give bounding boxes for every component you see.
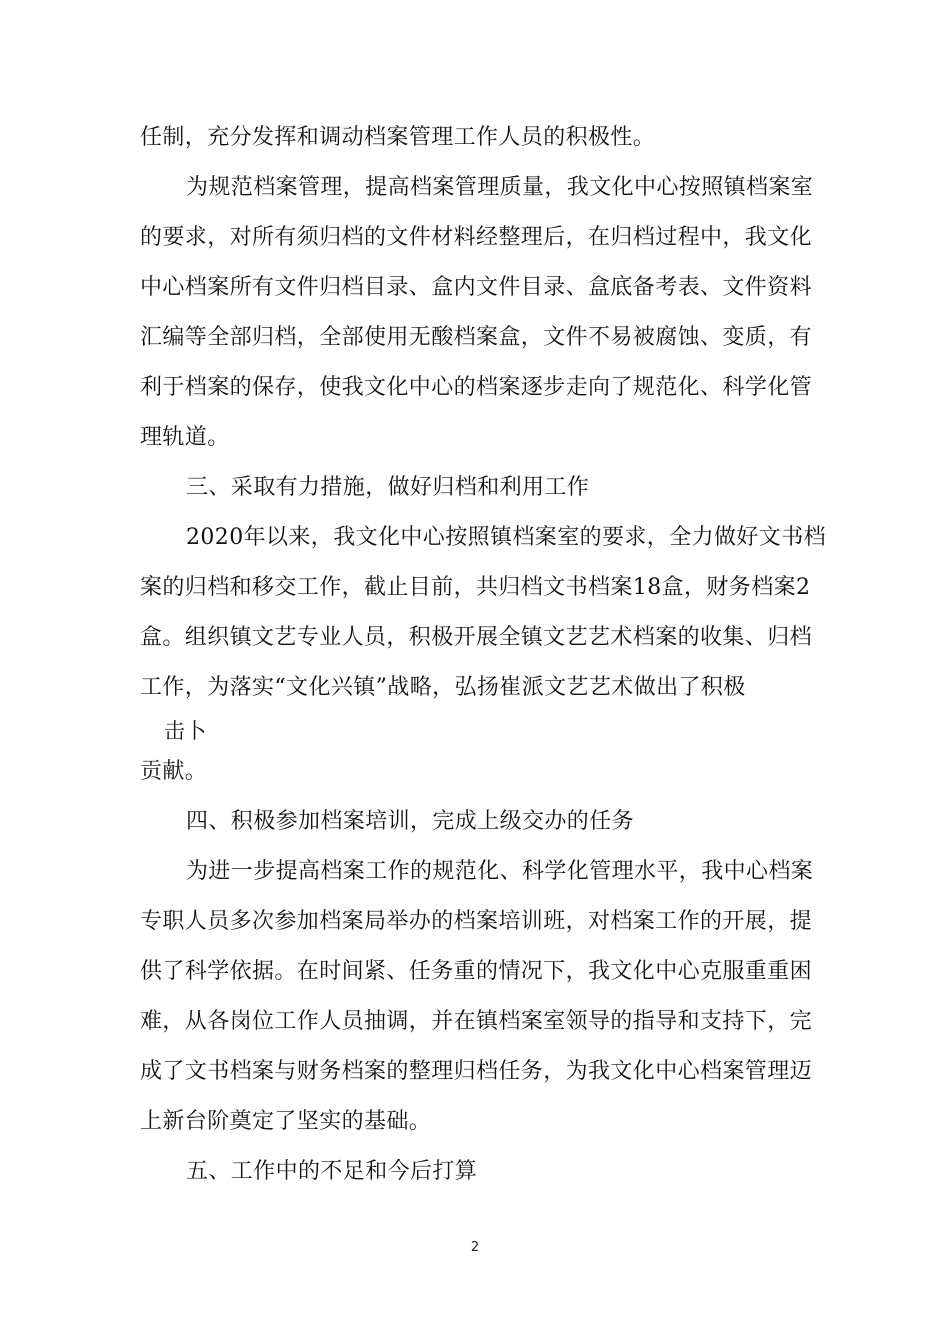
text-line: 上新台阶奠定了坚实的基础。 xyxy=(140,1109,432,1134)
section-heading: 四、积极参加档案培训，完成上级交办的任务 xyxy=(186,809,635,834)
text-line: 贡献。 xyxy=(140,759,208,784)
text-line: 利于档案的保存，使我文化中心的档案逐步走向了规范化、科学化管 xyxy=(140,375,813,400)
text-line: 中心档案所有文件归档目录、盒内文件目录、盒底备考表、文件资料 xyxy=(140,275,813,300)
paragraph-start: 为规范档案管理，提高档案管理质量，我文化中心按照镇档案室 xyxy=(186,175,814,200)
paragraph-start: 2020年以来，我文化中心按照镇档案室的要求，全力做好文书档 xyxy=(186,525,826,550)
text-line: 供了科学依据。在时间紧、任务重的情况下，我文化中心克服重重困 xyxy=(140,959,813,984)
text-line: 案的归档和移交工作，截止目前，共归档文书档案18盒，财务档案2 xyxy=(140,575,811,600)
text-line: 汇编等全部归档，全部使用无酸档案盒，文件不易被腐蚀、变质，有 xyxy=(140,325,813,350)
text-line: 难，从各岗位工作人员抽调，并在镇档案室领导的指导和支持下，完 xyxy=(140,1009,813,1034)
paragraph-start: 为进一步提高档案工作的规范化、科学化管理水平，我中心档案 xyxy=(186,859,814,884)
text-line: 的要求，对所有须归档的文件材料经整理后，在归档过程中，我文化 xyxy=(140,225,813,250)
section-heading: 三、采取有力措施，做好归档和利用工作 xyxy=(186,475,590,500)
text-line: 任制，充分发挥和调动档案管理工作人员的积极性。 xyxy=(140,125,656,150)
text-line: 理轨道。 xyxy=(140,425,230,450)
text-line: 盒。组织镇文艺专业人员，积极开展全镇文艺艺术档案的收集、归档 xyxy=(140,625,813,650)
text-line: 专职人员多次参加档案局举办的档案培训班，对档案工作的开展，提 xyxy=(140,909,813,934)
text-line: 成了文书档案与财务档案的整理归档任务，为我文化中心档案管理迈 xyxy=(140,1059,813,1084)
page-number: 2 xyxy=(470,1240,480,1255)
text-line: 工作，为落实“文化兴镇”战略，弘扬崔派文艺艺术做出了积极 xyxy=(140,675,746,700)
section-heading: 五、工作中的不足和今后打算 xyxy=(186,1159,478,1184)
stray-text: 击卜 xyxy=(164,719,207,743)
